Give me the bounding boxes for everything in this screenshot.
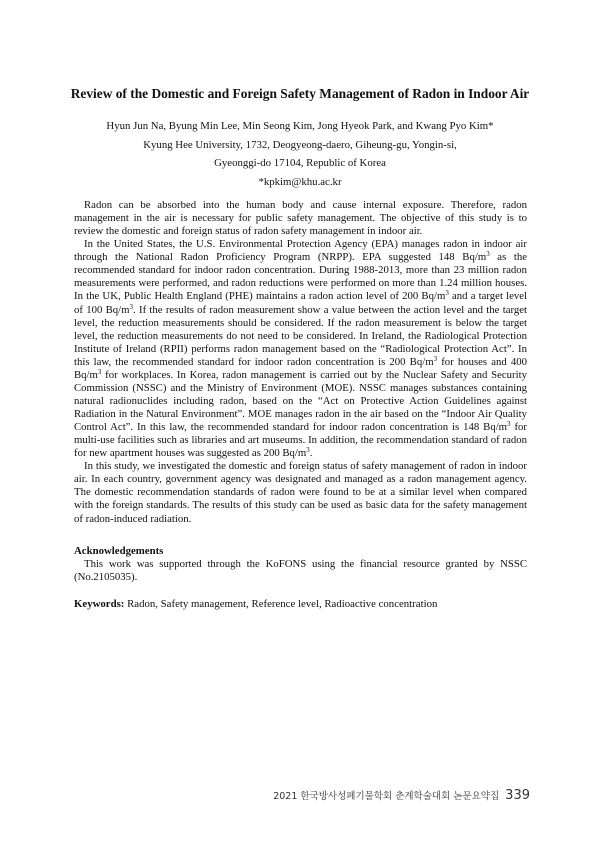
text-run: and a target level of 100 Bq/m bbox=[74, 290, 527, 316]
text-run: for workplaces. In Korea, radon management is carried out by the Nuclear Safety and Security Commission (NSSC) and the Ministry of Environment (MOE). NSSC manages substances containing natural radionuclides including radon, based on the “Act on Protective Action Guidelines against Radiation in the Natural Environment”. MOE manages radon in the air based on the “Indoor Air Quality Control Act”. In this law, the recommended standard for indoor radon concentration is 148 Bq/m bbox=[74, 368, 527, 434]
abstract-paragraph-1: Radon can be absorbed into the human body and cause internal exposure. Therefore, radon management in the air is necessary for public safety management. The objective of this study is to review the domestic and foreign status of radon safety management in indoor air. bbox=[74, 199, 527, 238]
author-block bbox=[40, 120, 560, 194]
abstract-body bbox=[74, 199, 527, 526]
keywords-text: Radon, Safety management, Reference level, Radioactive concentration bbox=[124, 598, 438, 610]
text-run: for houses and 400 Bq/m bbox=[74, 355, 528, 381]
superscript: 3 bbox=[433, 354, 438, 363]
abstract-paragraph-3: In this study, we investigated the domestic and foreign status of safety management of radon in indoor air. In each country, government agency was designated and managed as a radon management agency. The domestic recommendation standards of radon were found to be at a similar level when compared with the foreign standards. The results of this study can be used as basic data for the safety management of radon-induced radiation. bbox=[74, 460, 527, 525]
superscript: 3 bbox=[306, 446, 310, 455]
text-run: . bbox=[309, 447, 313, 460]
superscript: 3 bbox=[486, 250, 490, 259]
text-run: . If the results of radon measurement show a value between the action level and the target level, the reduction measurements should be considered. If the radon measurement is below the target level, the reduction measurements do not need to be considered. In Ireland, the Radiological Protection Institute of Ireland (RPII) performs radon management based on the “Radiological Protection Act”. In this law, the recommended standard for indoor radon concentration is 200 Bq/m bbox=[74, 303, 527, 368]
text-run: as the recommended standard for indoor radon concentration. During 1988-2013, more than 23 million radon measurements were performed, and radon reductions were performed on more than 1.24 million houses. In the UK, Public Health England (PHE) maintains a radon action level of 200 Bq/m bbox=[74, 251, 527, 303]
conference-name: 2021 한국방사성폐기물학회 춘계학술대회 논문요약집 bbox=[273, 791, 500, 802]
paper-title: Review of the Domestic and Foreign Safety Management of Radon in Indoor Air bbox=[70, 86, 530, 101]
superscript: 3 bbox=[507, 420, 511, 429]
keywords-line bbox=[74, 598, 534, 611]
page-number: 339 bbox=[505, 788, 530, 803]
superscript: 3 bbox=[129, 302, 134, 311]
page-footer bbox=[273, 788, 530, 803]
superscript: 3 bbox=[97, 367, 102, 376]
author-names: Hyun Jun Na, Byung Min Lee, Min Seong Kim, Jong Hyeok Park, and Kwang Pyo Kim* bbox=[106, 120, 494, 132]
text-run: for multi-use facilities such as libraries and art museums. In addition, the recommendation standard of radon for new apartment houses was suggested as 200 Bq/m bbox=[74, 421, 527, 460]
superscript: 3 bbox=[445, 289, 449, 298]
abstract-paragraph-2 bbox=[74, 238, 527, 460]
keywords-label: Keywords: bbox=[74, 598, 125, 610]
corresponding-email: *kpkim@khu.ac.kr bbox=[258, 175, 342, 188]
acknowledgements-heading: Acknowledgements bbox=[74, 545, 164, 557]
affiliation-line-1: Kyung Hee University, 1732, Deogyeong-daero, Giheung-gu, Yongin-si, bbox=[143, 138, 457, 151]
text-run: In the United States, the U.S. Environmental Protection Agency (EPA) manages radon in indoor air through the National Radon Proficiency Program (NRPP). EPA suggested 148 Bq/m bbox=[74, 238, 527, 264]
affiliation-line-2: Gyeonggi-do 17104, Republic of Korea bbox=[214, 157, 386, 169]
acknowledgements-body: This work was supported through the KoFONS using the financial resource granted by NSSC (No.2105035). bbox=[74, 558, 527, 584]
